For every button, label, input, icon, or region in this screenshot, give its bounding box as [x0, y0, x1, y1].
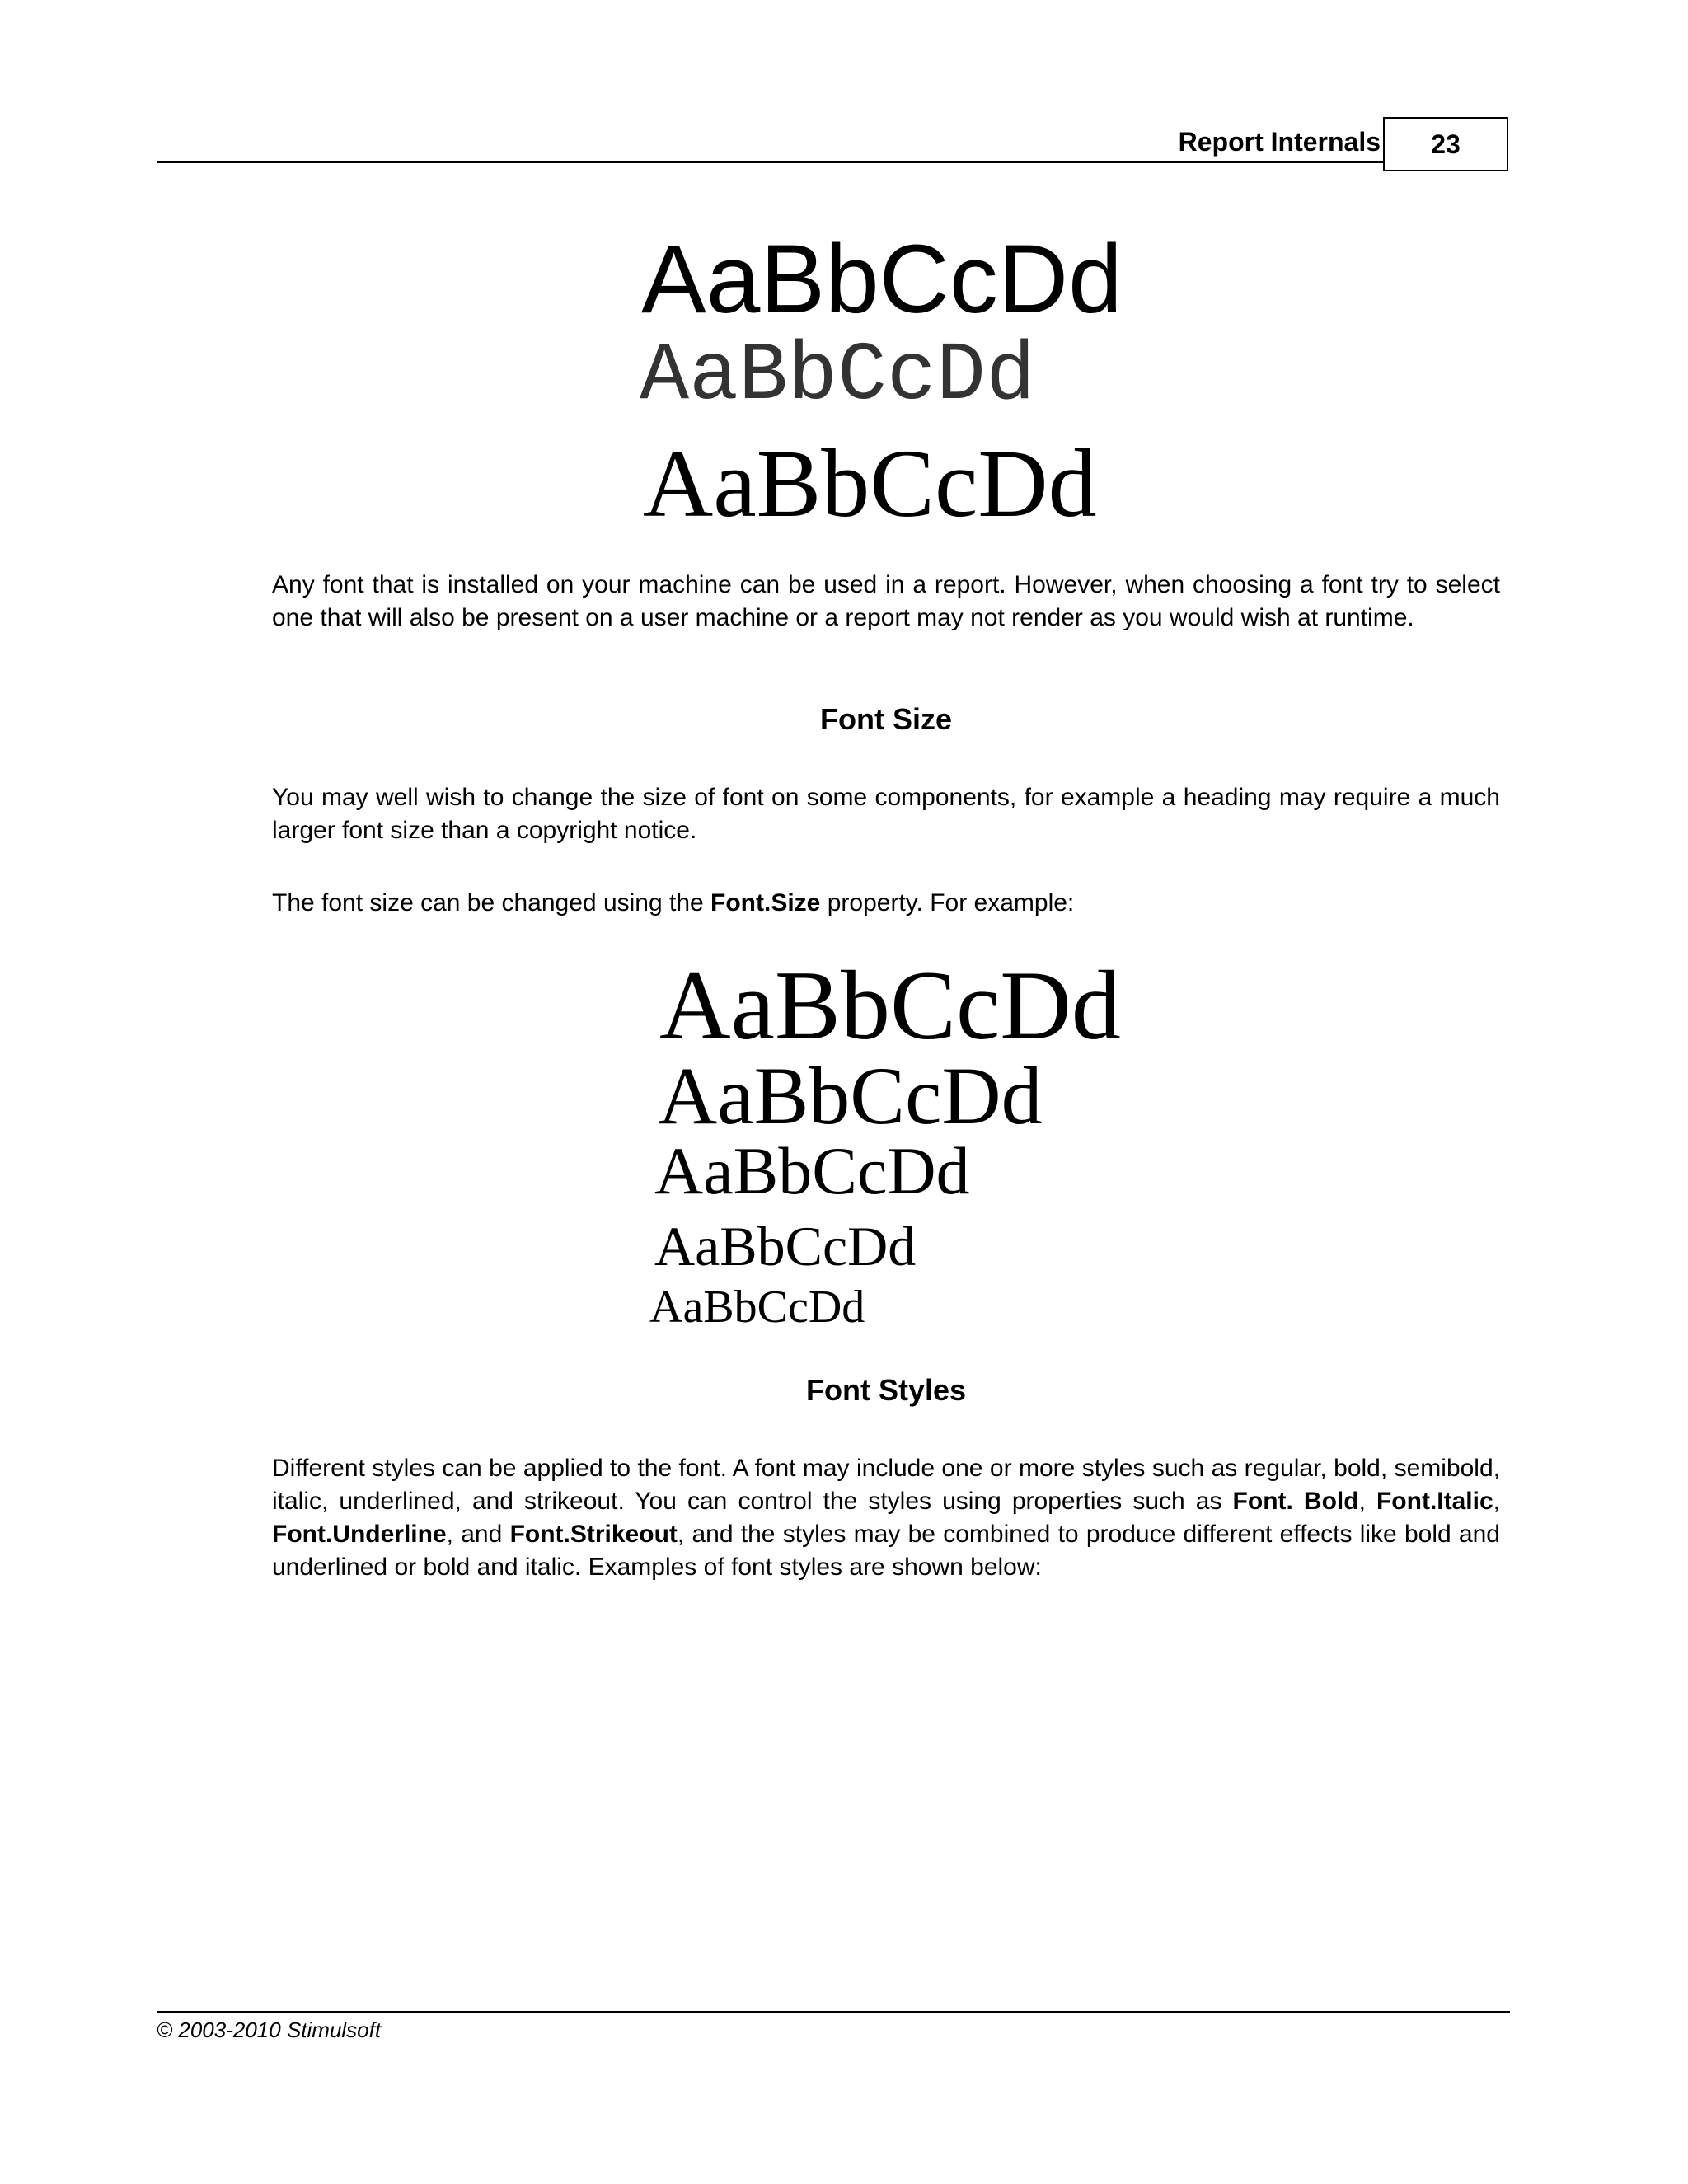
font-sample-mono: AaBbCcDd — [640, 330, 1036, 424]
copyright-notice: © 2003-2010 Stimulsoft — [157, 2018, 382, 2042]
font-size-property: Font.Size — [710, 889, 821, 916]
separator-1: , — [1358, 1488, 1376, 1515]
font-strikeout-property: Font.Strikeout — [509, 1521, 678, 1548]
page-number: 23 — [1383, 117, 1508, 171]
section-title: Report Internals — [1178, 127, 1381, 157]
footer-rule — [157, 2011, 1510, 2013]
header-rule — [157, 161, 1383, 163]
font-size-sample-3: AaBbCcDd — [654, 1133, 970, 1208]
font-size-paragraph-1: You may well wish to change the size of font on some components, for example a heading may require a much larger font size than a copyright notice. — [272, 784, 1500, 844]
font-styles-text-2: , and the styles may be combined to produce different effects like bold and underlined or bold and italic. Examples of font styles are shown below: — [272, 1521, 1500, 1581]
font-size-sample-2: AaBbCcDd — [658, 1050, 1043, 1141]
font-size-sample-5: AaBbCcDd — [649, 1282, 865, 1333]
font-italic-property: Font.Italic — [1376, 1488, 1493, 1515]
fonts-paragraph: Any font that is installed on your machine can be used in a report. However, when choosing a font try to select one that will also be present on a user machine or a report may not render as you would wish at runtime. — [272, 571, 1500, 631]
font-styles-text-1: Different styles can be applied to the font. A font may include one or more styles such as regular, bold, semibold, italic, underlined, and strikeout. You can control the styles using properties such as — [272, 1455, 1500, 1515]
font-underline-property: Font.Underline — [272, 1521, 447, 1548]
separator-3: , and — [446, 1521, 510, 1548]
font-size-paragraph-2 — [272, 887, 1500, 920]
font-bold-property: Font. Bold — [1232, 1488, 1359, 1515]
font-size-text-after: property. For example: — [820, 889, 1075, 916]
font-styles-heading: Font Styles — [805, 1373, 967, 1407]
font-sample-serif: AaBbCcDd — [643, 429, 1097, 537]
font-size-sample-1: AaBbCcDd — [659, 950, 1121, 1060]
font-size-heading: Font Size — [820, 702, 952, 736]
font-styles-paragraph — [272, 1452, 1500, 1584]
font-size-sample-4: AaBbCcDd — [654, 1215, 917, 1277]
page-header — [157, 117, 1512, 173]
font-sample-sans: AaBbCcDd — [641, 225, 1123, 334]
separator-2: , — [1493, 1488, 1500, 1515]
font-size-text-before: The font size can be changed using the — [272, 889, 711, 916]
